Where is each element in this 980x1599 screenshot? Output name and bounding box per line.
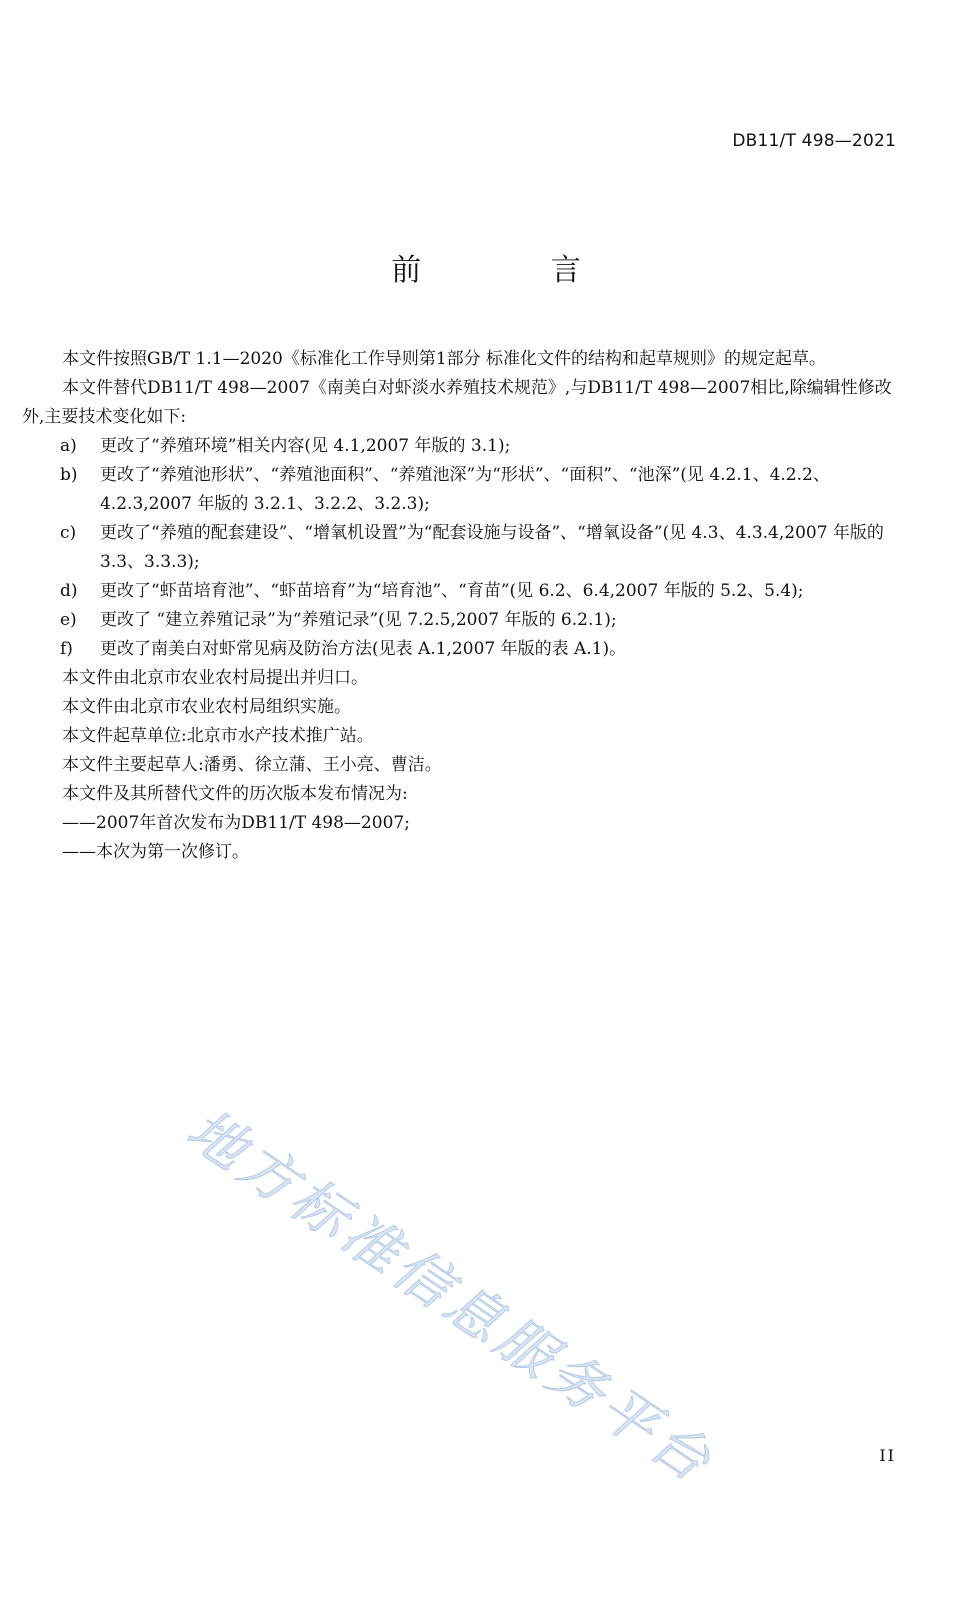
change-text: 更改了“虾苗培育池”、“虾苗培育”为“培育池”、“育苗”(见 6.2、6.4,2007 年版的 5.2、5.4); <box>100 581 804 601</box>
statement-drafting-unit: 本文件起草单位:北京市水产技术推广站。 <box>62 726 374 746</box>
list-marker: e) <box>60 610 77 630</box>
paragraph-drafting-rule: 本文件按照GB/T 1.1—2020《标准化工作导则第1部分 标准化文件的结构和起草规则》的规定起草。 <box>62 349 827 369</box>
change-item-d <box>22 577 902 606</box>
change-item-b <box>22 461 902 519</box>
change-item-e <box>22 606 902 635</box>
statement-history-intro: 本文件及其所替代文件的历次版本发布情况为: <box>62 784 408 804</box>
page-title: 前 言 <box>391 253 641 288</box>
list-marker: a) <box>60 436 77 456</box>
list-marker: c) <box>60 523 77 543</box>
change-text: 更改了 “建立养殖记录”为“养殖记录”(见 7.2.5,2007 年版的 6.2.1); <box>100 610 617 630</box>
change-item-f <box>22 635 902 664</box>
change-text: 更改了南美白对虾常见病及防治方法(见表 A.1,2007 年版的表 A.1)。 <box>100 639 627 659</box>
list-marker: f) <box>60 639 73 659</box>
page-number: II <box>879 1446 896 1465</box>
foreword-body <box>22 345 902 867</box>
change-item-c <box>22 519 902 577</box>
list-marker: b) <box>60 465 78 485</box>
history-item-first: ——2007年首次发布为DB11/T 498—2007; <box>62 813 410 833</box>
statement-implemented: 本文件由北京市农业农村局组织实施。 <box>62 697 351 717</box>
change-text: 更改了“养殖池形状”、“养殖池面积”、“养殖池深”为“形状”、“面积”、“池深”(见 4.2.1、4.2.2、4.2.3,2007 年版的 3.2.1、3.2.2、3.2.3); <box>100 465 830 514</box>
change-text: 更改了“养殖的配套建设”、“增氧机设置”为“配套设施与设备”、“增氧设备”(见 4.3、4.3.4,2007 年版的 3.3、3.3.3); <box>100 523 884 572</box>
paragraph-replacement: 本文件替代DB11/T 498—2007《南美白对虾淡水养殖技术规范》,与DB11/T 498—2007相比,除编辑性修改外,主要技术变化如下: <box>22 378 892 427</box>
watermark: 地方标准信息服务平台 <box>175 1096 726 1498</box>
change-item-a <box>22 432 902 461</box>
change-text: 更改了“养殖环境”相关内容(见 4.1,2007 年版的 3.1); <box>100 436 511 456</box>
standard-code: DB11/T 498—2021 <box>732 131 896 151</box>
statement-proposed: 本文件由北京市农业农村局提出并归口。 <box>62 668 368 688</box>
history-item-current: ——本次为第一次修订。 <box>62 842 249 862</box>
statement-drafters: 本文件主要起草人:潘勇、徐立蒲、王小亮、曹洁。 <box>62 755 442 775</box>
list-marker: d) <box>60 581 78 601</box>
